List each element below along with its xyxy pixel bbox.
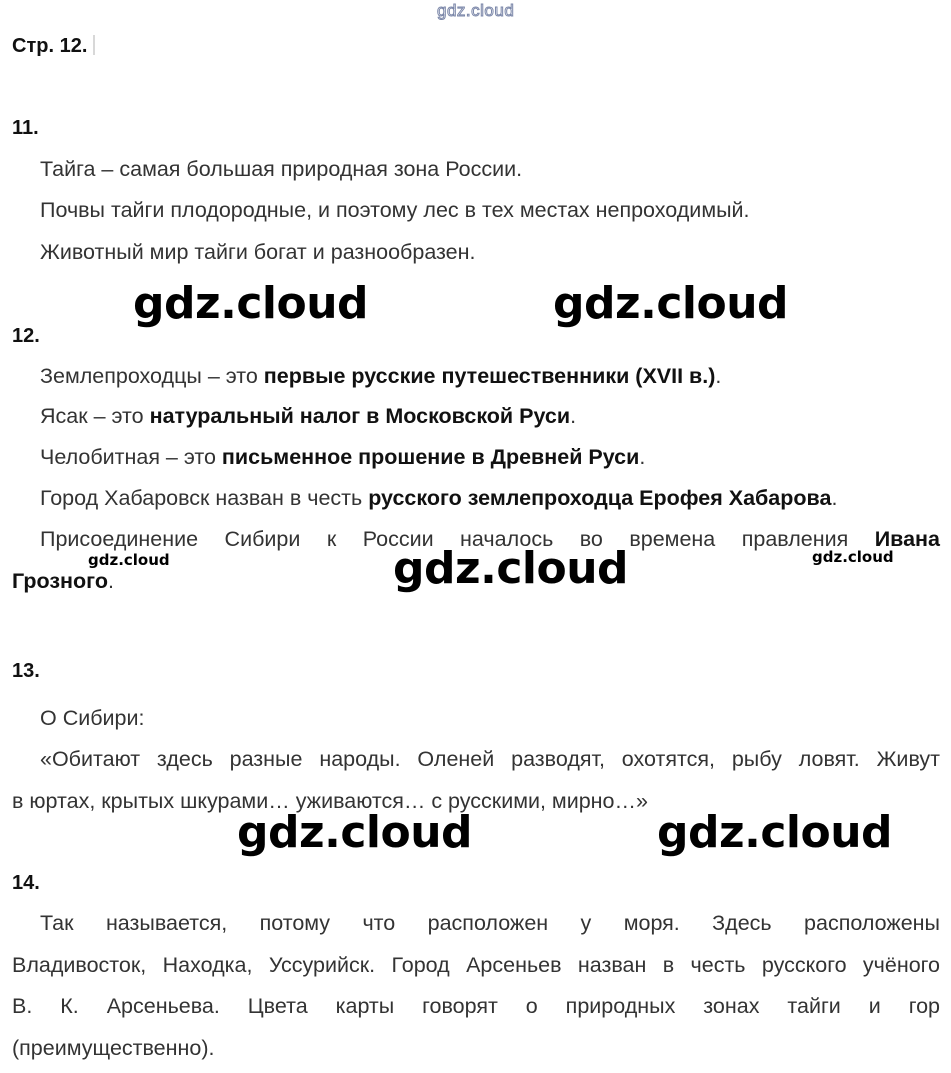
section-13-number: 13. xyxy=(12,660,40,682)
line-text: Город Хабаровск назван в честь xyxy=(40,486,369,510)
section-13-quote-line-1: «Обитают здесь разные народы. Оленей разводят, охотятся, рыбу ловят. Живут xyxy=(40,747,940,771)
section-11-number: 11. xyxy=(12,117,39,139)
line-bold-text: первые русские путешественники (XVII в.) xyxy=(263,364,716,388)
page-label xyxy=(12,35,95,58)
section-12-line-3 xyxy=(40,444,645,470)
section-11-line-1: Тайга – самая большая природная зона России. xyxy=(40,157,523,181)
text-cursor xyxy=(93,35,95,55)
line-text: Присоединение Сибири к России началось во времена правления xyxy=(40,527,875,551)
section-12-number: 12. xyxy=(12,325,40,347)
section-13-intro: О Сибири: xyxy=(40,706,145,730)
watermark-big-3: gdz.cloud xyxy=(393,543,629,594)
line-text: . xyxy=(639,445,646,469)
watermark-top: gdz.cloud xyxy=(437,1,515,20)
section-13-quote-line-2: в юртах, крытых шкурами… уживаются… с русскими, мирно…» xyxy=(12,789,648,813)
line-text: . xyxy=(570,404,577,428)
watermark-big-4: gdz.cloud xyxy=(237,807,473,858)
watermark-small-2: gdz.cloud xyxy=(812,548,894,566)
section-14-line-2: Владивосток, Находка, Уссурийск. Город Арсеньев назван в честь русского учёного xyxy=(12,953,940,977)
line-bold-text: письменное прошение в Древней Руси xyxy=(221,445,640,469)
line-text: Ясак – это xyxy=(40,404,150,428)
section-11-line-2: Почвы тайги плодородные, и поэтому лес в тех местах непроходимый. xyxy=(40,198,750,222)
watermark-big-5: gdz.cloud xyxy=(657,807,893,858)
line-text: . xyxy=(107,569,114,593)
section-14-line-1: Так называется, потому что расположен у моря. Здесь расположены xyxy=(40,911,940,935)
section-11-line-3: Животный мир тайги богат и разнообразен. xyxy=(40,240,476,264)
line-text: Челобитная – это xyxy=(40,445,222,469)
line-bold-text: натуральный налог в Московской Руси xyxy=(149,404,571,428)
line-bold-text: русского землепроходца Ерофея Хабарова xyxy=(368,486,832,510)
line-text: . xyxy=(831,486,838,510)
section-14-line-4: (преимущественно). xyxy=(12,1036,215,1060)
line-bold-text: Грозного xyxy=(12,569,108,593)
section-14-line-3: В. К. Арсеньева. Цвета карты говорят о природных зонах тайги и гор xyxy=(12,994,940,1018)
watermark-big-2: gdz.cloud xyxy=(553,278,789,329)
section-14-number: 14. xyxy=(12,872,40,894)
line-text: . xyxy=(715,364,722,388)
page-label-text: Стр. 12. xyxy=(12,35,88,57)
section-12-line-4 xyxy=(40,485,837,511)
section-12-line-6 xyxy=(12,568,114,594)
line-text: Землепроходцы – это xyxy=(40,364,264,388)
watermark-big-1: gdz.cloud xyxy=(133,278,369,329)
line-bold-text: Ивана xyxy=(874,527,940,551)
section-12-line-1 xyxy=(40,363,721,389)
watermark-small-1: gdz.cloud xyxy=(88,551,170,569)
section-12-line-2 xyxy=(40,403,576,429)
